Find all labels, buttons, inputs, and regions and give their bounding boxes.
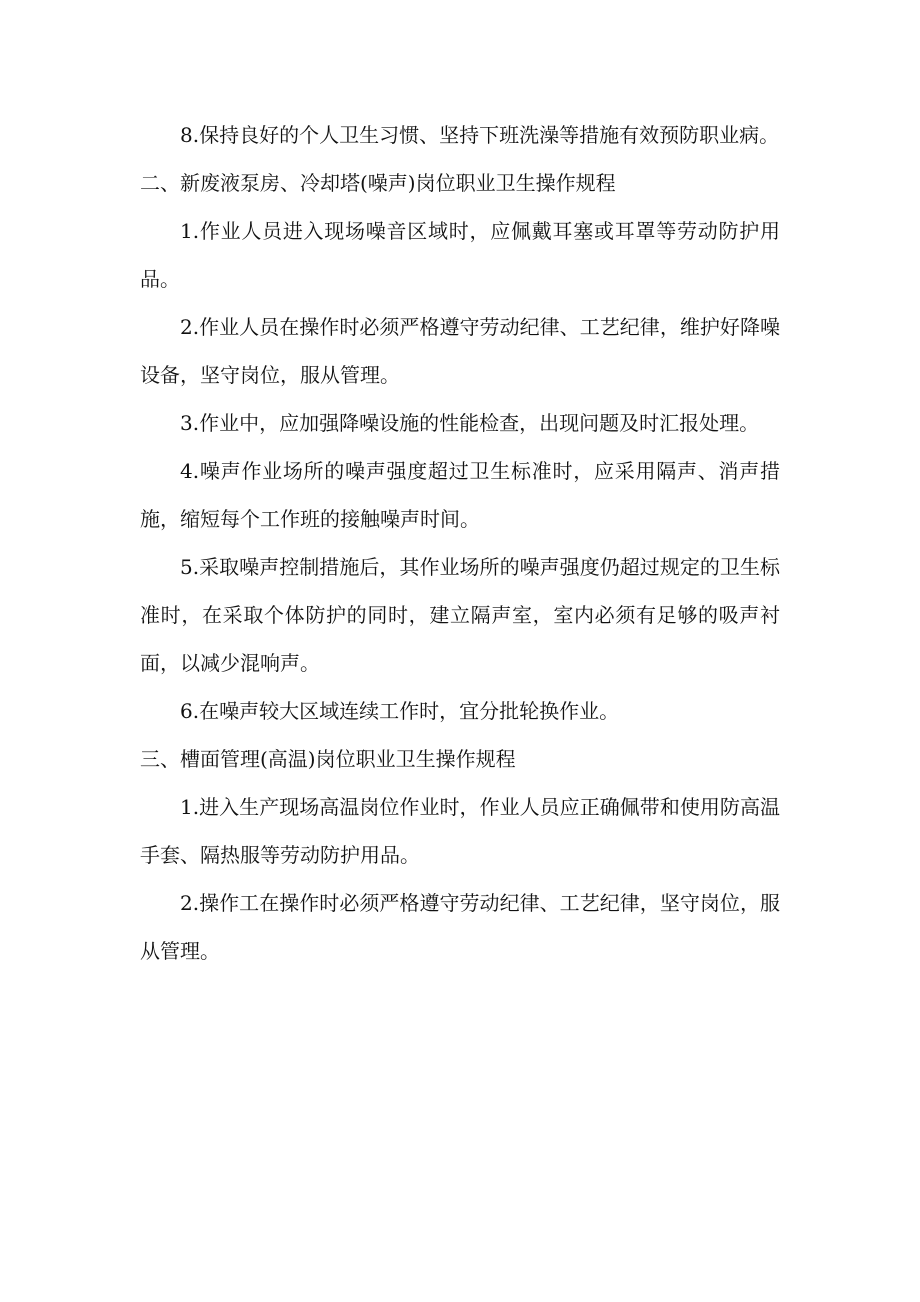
paragraph-heat-1: 1.进入生产现场高温岗位作业时，作业人员应正确佩带和使用防高温手套、隔热服等劳动防护用品。: [140, 795, 780, 867]
paragraph-noise-2: 2.作业人员在操作时必须严格遵守劳动纪律、工艺纪律，维护好降噪设备，坚守岗位，服从管理。: [140, 315, 780, 387]
paragraph-item-8-hygiene: 8.保持良好的个人卫生习惯、坚持下班洗澡等措施有效预防职业病。: [180, 123, 780, 147]
paragraph-heat-2: 2.操作工在操作时必须严格遵守劳动纪律、工艺纪律，坚守岗位，服从管理。: [140, 891, 780, 963]
section-heading-noise: 二、新废液泵房、冷却塔(噪声)岗位职业卫生操作规程: [140, 171, 616, 195]
paragraph-noise-1: 1.作业人员进入现场噪音区域时，应佩戴耳塞或耳罩等劳动防护用品。: [140, 219, 780, 291]
paragraph-noise-3: 3.作业中，应加强降噪设施的性能检查，出现问题及时汇报处理。: [180, 411, 760, 435]
document-body: [140, 111, 780, 975]
paragraph-noise-6: 6.在噪声较大区域连续工作时，宜分批轮换作业。: [180, 699, 620, 723]
paragraph-noise-5: 5.采取噪声控制措施后，其作业场所的噪声强度仍超过规定的卫生标准时，在采取个体防护的同时，建立隔声室，室内必须有足够的吸声衬面，以减少混响声。: [140, 555, 780, 675]
paragraph-noise-4: 4.噪声作业场所的噪声强度超过卫生标准时，应采用隔声、消声措施，缩短每个工作班的接触噪声时间。: [140, 459, 780, 531]
section-heading-high-temperature: 三、槽面管理(高温)岗位职业卫生操作规程: [140, 747, 516, 771]
